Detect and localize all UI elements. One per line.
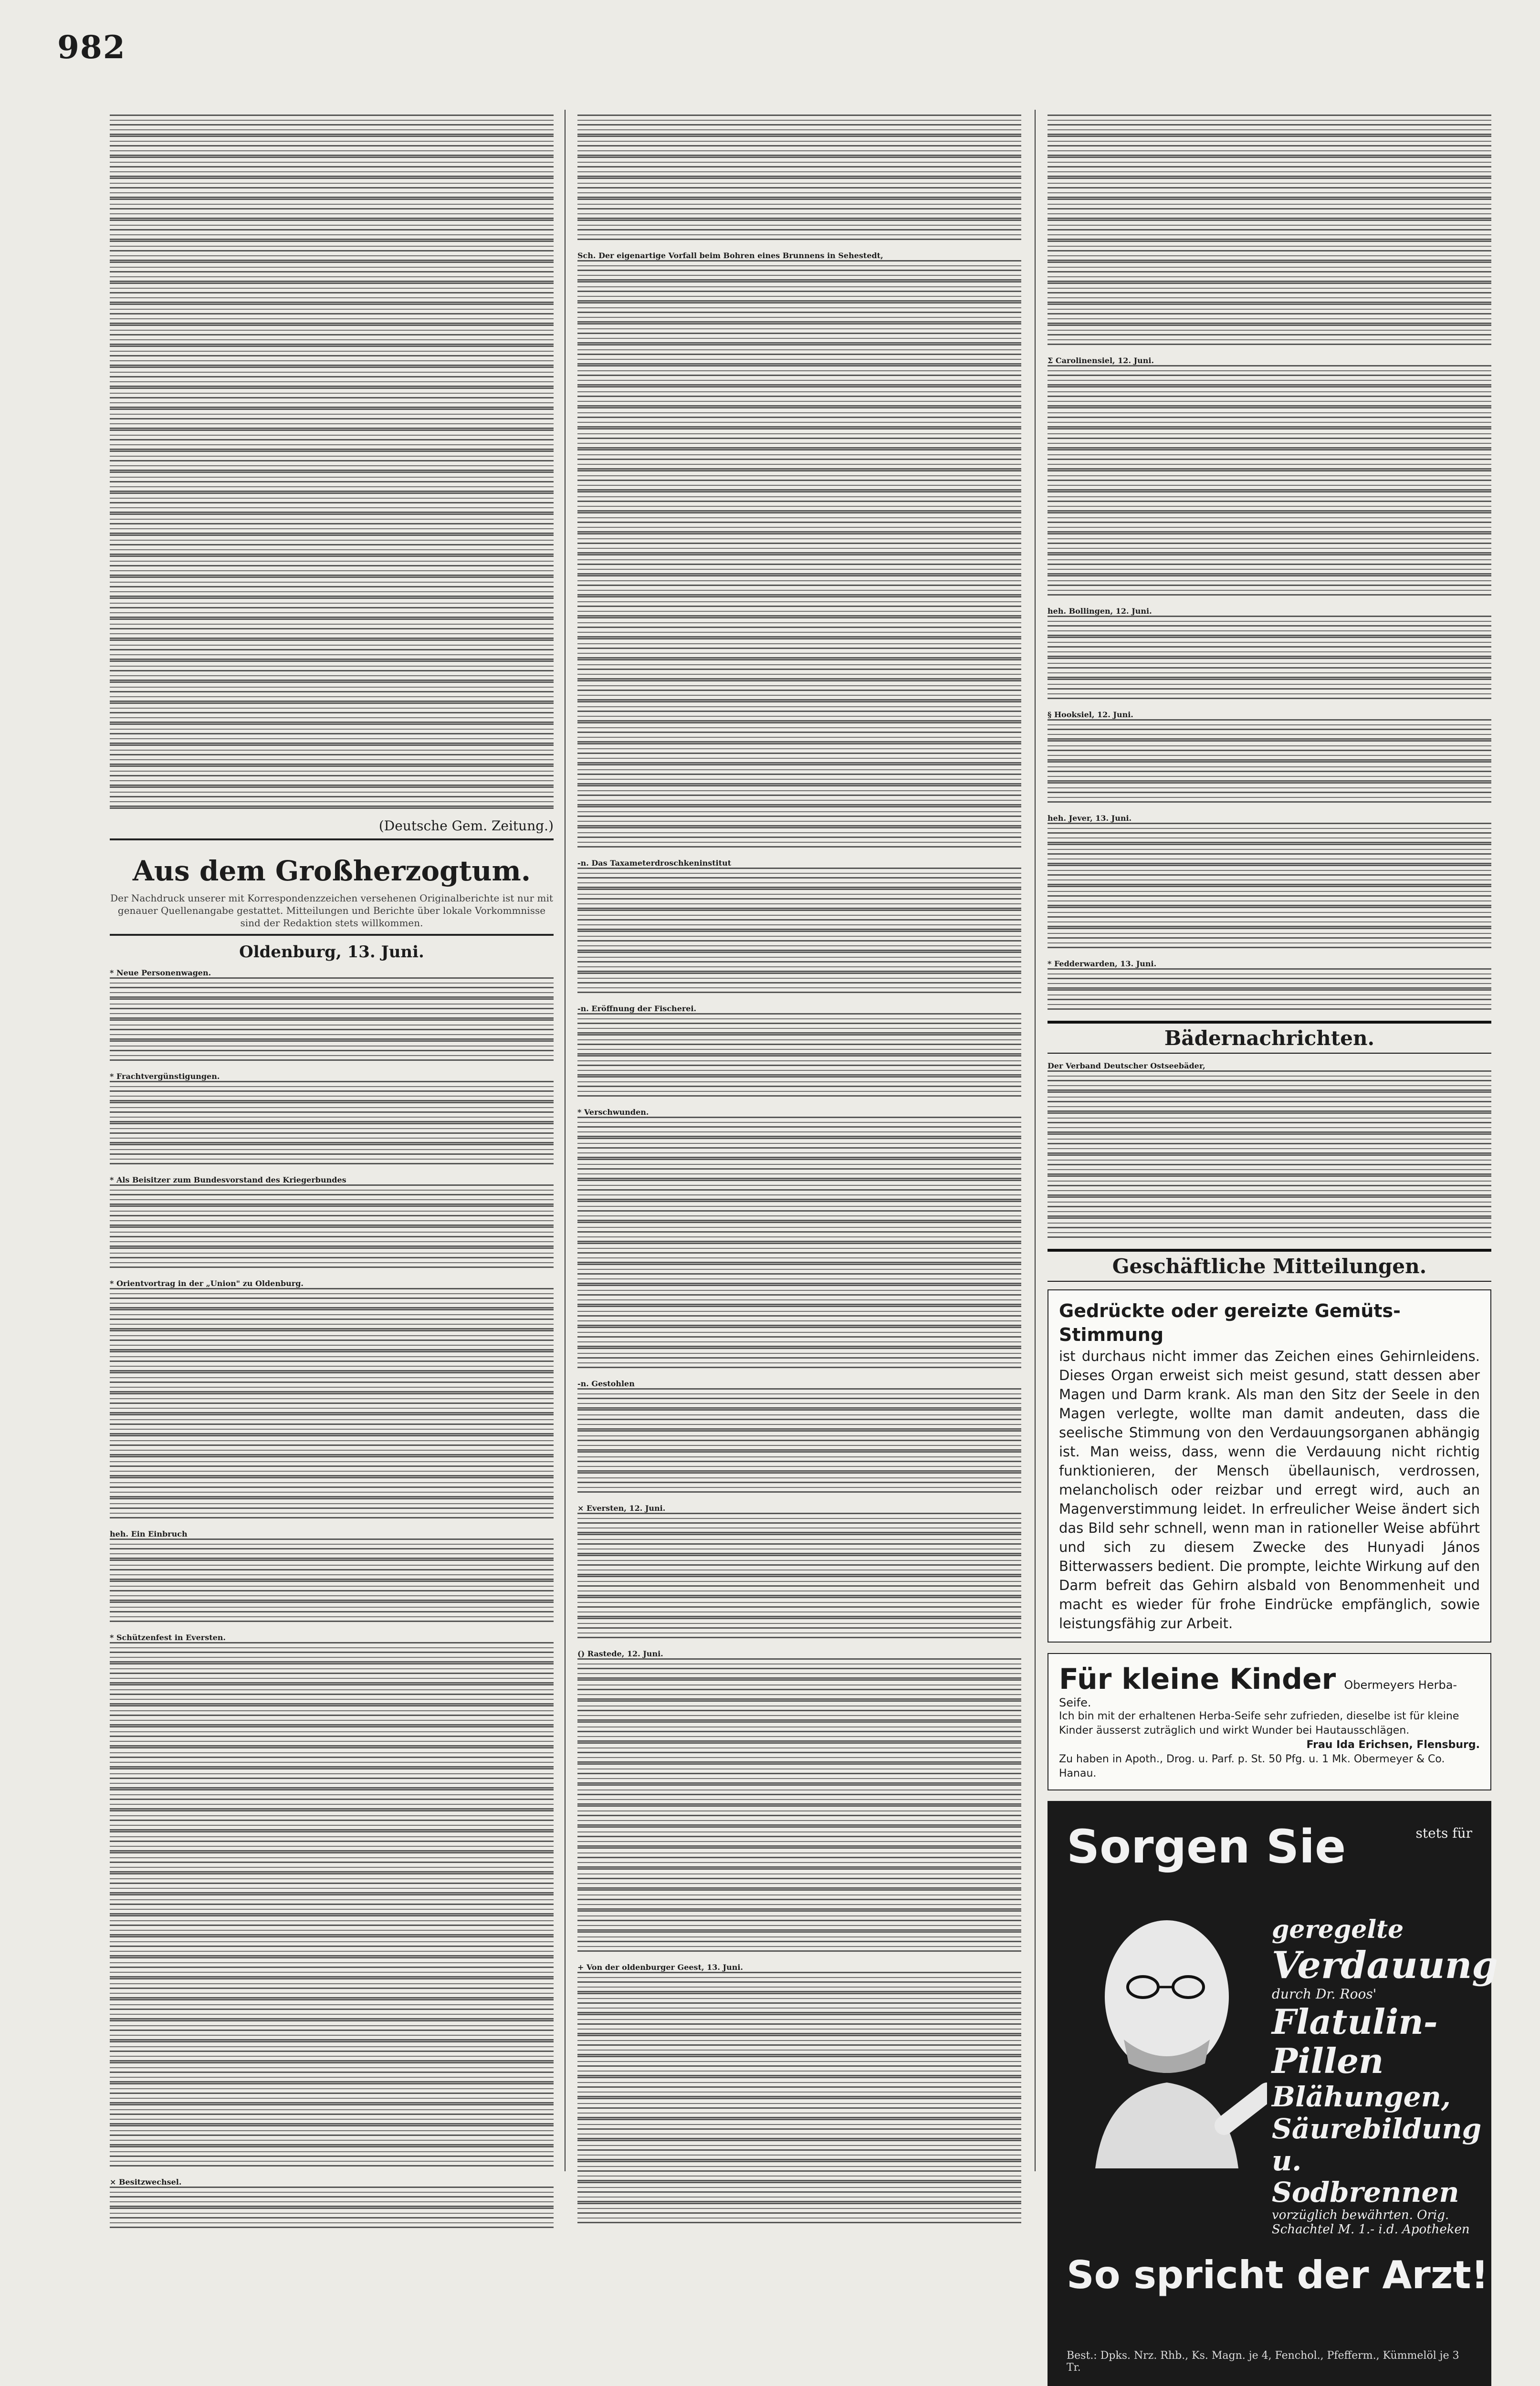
ad-kinder: [1048, 1653, 1491, 1790]
news-item: [110, 1529, 554, 1622]
item-heading: * Orientvortrag in der „Union" zu Oldenburg.: [110, 1279, 304, 1288]
dateline: Oldenburg, 13. Juni.: [239, 942, 424, 962]
news-item: [577, 1004, 1021, 1097]
news-item: [577, 1504, 1021, 1639]
item-heading: * Verschwunden.: [577, 1108, 649, 1117]
news-item: [110, 2177, 554, 2229]
item-body: [1048, 365, 1491, 596]
item-body: [110, 1288, 554, 1519]
item-body: [110, 1538, 554, 1622]
item-heading: Der Verband Deutscher Ostseebäder,: [1048, 1061, 1205, 1070]
item-heading: * Frachtvergünstigungen.: [110, 1072, 220, 1081]
ad-headline: Gedrückte oder gereizte Gemüts-Stimmung: [1059, 1300, 1401, 1345]
news-item: [110, 1279, 554, 1519]
item-heading: * Schützenfest in Eversten.: [110, 1633, 226, 1642]
column-2: [577, 115, 1021, 2234]
item-body: [577, 260, 1021, 848]
item-heading: heh. Ein Einbruch: [110, 1529, 188, 1538]
article-body: [110, 115, 554, 811]
item-body: [110, 1642, 554, 2167]
ad-title: Für kleine Kinder: [1059, 1663, 1336, 1696]
news-item: [110, 968, 554, 1061]
item-body: [110, 977, 554, 1061]
column-3: [1048, 115, 1498, 2386]
section-rule: [110, 838, 554, 840]
section-geschaeftliche-mitteilungen: Geschäftliche Mitteilungen.: [1048, 1249, 1491, 1282]
item-body: [110, 1081, 554, 1165]
item-heading: heh. Bollingen, 12. Juni.: [1048, 607, 1152, 616]
item-body: [577, 1658, 1021, 1952]
item-body: [577, 1117, 1021, 1369]
news-item: [1048, 959, 1491, 1010]
news-item: [110, 1175, 554, 1268]
ad-flatulin-pillen: [1048, 1801, 1498, 2386]
item-body: [1048, 1070, 1491, 1238]
news-item: [577, 1963, 1021, 2224]
section-title: Aus dem Großherzogtum.: [132, 855, 531, 887]
item-heading: × Besitzwechsel.: [110, 2177, 182, 2187]
ad-brand: Obermeyers Herba-Seife.: [1059, 1678, 1457, 1709]
news-item: [1048, 607, 1491, 700]
news-item: [1048, 710, 1491, 803]
news-item: [577, 1649, 1021, 1952]
ad-product-line: geregelte: [1272, 1915, 1404, 1944]
news-item: [577, 1108, 1021, 1369]
item-body: [110, 2187, 554, 2229]
item-body: [577, 1388, 1021, 1493]
section-note: Der Nachdruck unserer mit Korrespondenzzeichen versehenen Originalberichte ist nur mit genauer Quellenangabe gestattet. Mitteilungen und Berichte über lokale Vorkommnisse sind der Redaktion stets willkommen.: [110, 892, 553, 929]
source-credit: (Deutsche Gem. Zeitung.): [378, 818, 554, 834]
ad-slogan: So spricht der Arzt!: [1067, 2253, 1489, 2297]
ad-product-line: vorzüglich bewährten. Orig. Schachtel M. 1.- i.d. Apotheken: [1272, 2208, 1470, 2237]
item-heading: § Hooksiel, 12. Juni.: [1048, 710, 1133, 719]
ad-product-line: durch Dr. Roos': [1272, 1986, 1377, 2002]
article-body: [577, 115, 1021, 241]
item-body: [577, 1013, 1021, 1097]
item-heading: heh. Jever, 13. Juni.: [1048, 814, 1132, 823]
item-body: [577, 1972, 1021, 2224]
news-item: [110, 1072, 554, 1165]
ad-body: ist durchaus nicht immer das Zeichen eines Gehirnleidens. Dieses Organ erweist sich meist gesund, statt dessen aber Magen und Darm krank. Als man den Sitz der Seele in den Magen verlegte, wollte man damit andeuten, dass die seelische Stimmung von den Verdauungsorganen abhängig ist. Man weiss, dass, wenn die Verdauung nicht richtig funktionieren, der Mensch übellaunisch, verdrossen, melancholisch oder reizbar und erregt wird, auch an Magenverstimmung leidet. In erfreulicher Weise ändert sich das Bild sehr schnell, wenn man in rationeller Weise abführt und sich zu diesem Zwecke des Hunyadi János Bitterwassers bedient. Die prompte, leichte Wirkung auf den Darm befreit das Gehirn alsbald von Benommenheit und macht es wieder für frohe Eindrücke empfänglich, sowie leistungsfähig zur Arbeit.: [1059, 1348, 1480, 1632]
news-item: [577, 1379, 1021, 1493]
item-heading: × Eversten, 12. Juni.: [577, 1504, 666, 1513]
ad-headline: Sorgen Sie: [1067, 1820, 1346, 1873]
column-rule: [1035, 110, 1036, 2171]
item-body: [1048, 719, 1491, 803]
article-body: [1048, 115, 1491, 345]
item-heading: + Von der oldenburger Geest, 13. Juni.: [577, 1963, 743, 1972]
item-heading: * Fedderwarden, 13. Juni.: [1048, 959, 1157, 968]
section-baedernachrichten: Bädernachrichten.: [1048, 1021, 1491, 1054]
ad-stets: stets für: [1415, 1825, 1472, 1841]
item-body: [1048, 823, 1491, 949]
item-heading: -n. Eröffnung der Fischerei.: [577, 1004, 697, 1013]
item-heading: Σ Carolinensiel, 12. Juni.: [1048, 356, 1154, 365]
item-heading: -n. Gestohlen: [577, 1379, 635, 1388]
ad-product-line: Verdauung: [1272, 1943, 1498, 1987]
news-item: [1048, 356, 1491, 596]
item-heading: * Als Beisitzer zum Bundesvorstand des Kriegerbundes: [110, 1175, 346, 1184]
page-number: 982: [57, 29, 126, 66]
news-item: [1048, 814, 1491, 949]
ad-footer: Best.: Dpks. Nrz. Rhb., Ks. Magn. je 4, Fenchol., Pfefferm., Kümmelöl je 3 Tr.: [1067, 2350, 1459, 2374]
column-rule: [565, 110, 566, 2171]
news-item: [110, 1633, 554, 2167]
item-body: [1048, 616, 1491, 700]
item-heading: * Neue Personenwagen.: [110, 968, 211, 977]
ad-product: [1272, 1915, 1498, 2237]
item-body: [577, 1513, 1021, 1639]
ad-verdauung: [1048, 1289, 1491, 1643]
ad-product-name: Flatulin-Pillen: [1272, 2001, 1438, 2082]
column-1: [110, 115, 554, 2239]
news-item: [577, 858, 1021, 994]
ad-product-line: Blähungen, Säurebildung u. Sodbrennen: [1272, 2081, 1482, 2209]
section-rule: [110, 934, 554, 936]
item-heading: -n. Das Taxameterdroschkeninstitut: [577, 858, 732, 868]
item-body: [110, 1184, 554, 1268]
item-heading: () Rastede, 12. Juni.: [577, 1649, 663, 1658]
ad-line: Frau Ida Erichsen, Flensburg.: [1306, 1739, 1480, 1751]
item-body: [1048, 968, 1491, 1010]
item-body: [577, 868, 1021, 994]
ad-line: Zu haben in Apoth., Drog. u. Parf. p. St. 50 Pfg. u. 1 Mk. Obermeyer & Co. Hanau.: [1059, 1753, 1445, 1779]
news-item: [1048, 1061, 1491, 1238]
doctor-portrait-icon: [1067, 1901, 1267, 2168]
item-heading: Sch. Der eigenartige Vorfall beim Bohren eines Brunnens in Sehestedt,: [577, 251, 883, 260]
news-item: [577, 251, 1021, 848]
ad-line: Ich bin mit der erhaltenen Herba-Seife sehr zufrieden, dieselbe ist für kleine Kinder äusserst zuträglich und wirkt Wunder bei Hautausschlägen.: [1059, 1710, 1459, 1737]
